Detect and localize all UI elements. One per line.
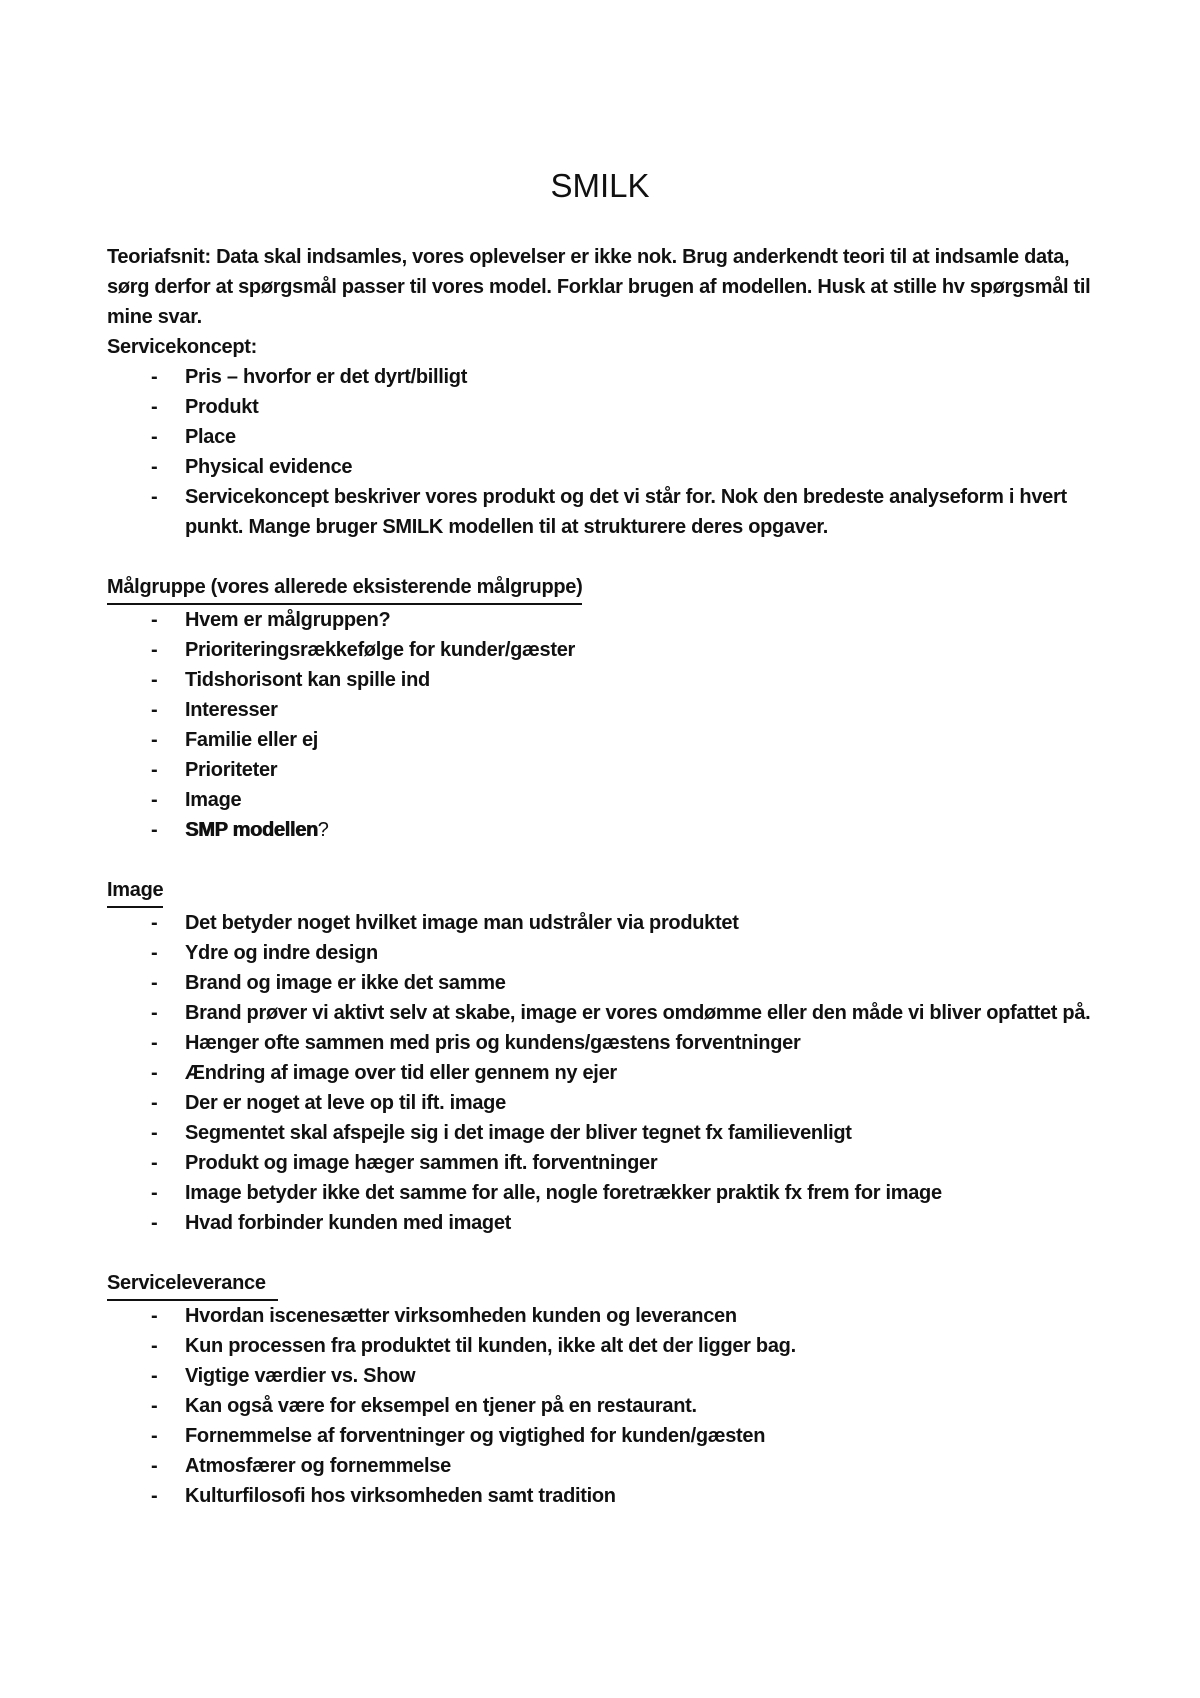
section-heading-line	[107, 1268, 1093, 1301]
bullet-dash-icon: -	[151, 699, 158, 721]
bullet-dash-icon: -	[151, 669, 158, 691]
section-maalgruppe	[107, 572, 1093, 845]
bullet-dash-icon: -	[151, 1032, 158, 1054]
bullet-dash-icon: -	[151, 819, 158, 841]
bullet-item	[107, 362, 1093, 392]
bullet-item	[107, 908, 1093, 938]
bullet-dash-icon: -	[151, 1092, 158, 1114]
bullet-item	[107, 968, 1093, 998]
intro-paragraph: Teoriafsnit: Data skal indsamles, vores oplevelser er ikke nok. Brug anderkendt teori til at indsamle data, sørg derfor at spørgsmål passer til vores model. Forklar brugen af modellen. Husk at stille hv spørgsmål til mine svar.	[107, 246, 1091, 328]
section-serviceleverance	[107, 1268, 1093, 1511]
bullet-item	[107, 422, 1093, 452]
servicekoncept-bullet-list	[107, 362, 1093, 542]
bullet-text: Kan også være for eksempel en tjener på en restaurant.	[185, 1395, 697, 1417]
bullet-text: Servicekoncept beskriver vores produkt og det vi står for. Nok den bredeste analyseform i hvert punkt. Mange bruger SMILK modellen til at strukturere deres opgaver.	[185, 486, 1067, 538]
bullet-item	[107, 605, 1093, 635]
bullet-text: Prioriteringsrækkefølge for kunder/gæster	[185, 639, 576, 661]
bullet-dash-icon: -	[151, 1122, 158, 1144]
bullet-text: Ydre og indre design	[185, 942, 378, 964]
maalgruppe-heading: Målgruppe (vores allerede eksisterende målgruppe)	[107, 572, 582, 605]
image-heading: Image	[107, 875, 163, 908]
bullet-item	[107, 1331, 1093, 1361]
bullet-item	[107, 1118, 1093, 1148]
bullet-dash-icon: -	[151, 1002, 158, 1024]
serviceleverance-heading: Serviceleverance	[107, 1268, 278, 1301]
bullet-dash-icon: -	[151, 1365, 158, 1387]
bullet-dash-icon: -	[151, 609, 158, 631]
bullet-text: Prioriteter	[185, 759, 278, 781]
bullet-item	[107, 1058, 1093, 1088]
bullet-item	[107, 452, 1093, 482]
bullet-text: Pris – hvorfor er det dyrt/billigt	[185, 366, 468, 388]
maalgruppe-bullet-list	[107, 605, 1093, 845]
bullet-item	[107, 1208, 1093, 1238]
section-heading-line	[107, 572, 1093, 605]
bullet-text: Kulturfilosofi hos virksomheden samt tradition	[185, 1485, 616, 1507]
bullet-item	[107, 1028, 1093, 1058]
bullet-text: Tidshorisont kan spille ind	[185, 669, 430, 691]
bullet-text: Interesser	[185, 699, 278, 721]
servicekoncept-label: Servicekoncept:	[107, 336, 258, 358]
bullet-item	[107, 482, 1093, 542]
bullet-text: Vigtige værdier vs. Show	[185, 1365, 416, 1387]
bullet-text: Hvem er målgruppen?	[185, 609, 391, 631]
bullet-item	[107, 755, 1093, 785]
bullet-dash-icon: -	[151, 912, 158, 934]
bullet-text: Hvordan iscenesætter virksomheden kunden og leverancen	[185, 1305, 737, 1327]
bullet-item	[107, 1178, 1093, 1208]
bullet-item	[107, 695, 1093, 725]
bullet-text: Hænger ofte sammen med pris og kundens/gæstens forventninger	[185, 1032, 801, 1054]
bullet-item	[107, 1451, 1093, 1481]
bullet-text: Place	[185, 426, 236, 448]
bullet-text: Image	[185, 789, 242, 811]
bullet-dash-icon: -	[151, 486, 158, 508]
bullet-item	[107, 1088, 1093, 1118]
bullet-dash-icon: -	[151, 1182, 158, 1204]
bullet-dash-icon: -	[151, 1395, 158, 1417]
bullet-text: Physical evidence	[185, 456, 353, 478]
bullet-dash-icon: -	[151, 366, 158, 388]
bullet-text: Familie eller ej	[185, 729, 319, 751]
bullet-item	[107, 1421, 1093, 1451]
bullet-dash-icon: -	[151, 729, 158, 751]
bullet-dash-icon: -	[151, 426, 158, 448]
bullet-dash-icon: -	[151, 1455, 158, 1477]
bullet-item	[107, 1391, 1093, 1421]
bullet-text: Segmentet skal afspejle sig i det image der bliver tegnet fx familievenligt	[185, 1122, 852, 1144]
bullet-dash-icon: -	[151, 456, 158, 478]
bullet-dash-icon: -	[151, 1305, 158, 1327]
bullet-text: Brand prøver vi aktivt selv at skabe, image er vores omdømme eller den måde vi bliver opfattet på.	[185, 1002, 1091, 1024]
bullet-dash-icon: -	[151, 789, 158, 811]
bullet-text-segment: ?	[317, 819, 329, 841]
bullet-item	[107, 1481, 1093, 1511]
bullet-dash-icon: -	[151, 942, 158, 964]
bullet-text: Kun processen fra produktet til kunden, ikke alt det der ligger bag.	[185, 1335, 796, 1357]
bullet-item	[107, 785, 1093, 815]
bullet-item	[107, 1301, 1093, 1331]
bullet-text: Image betyder ikke det samme for alle, nogle foretrækker praktik fx frem for image	[185, 1182, 942, 1204]
bullet-dash-icon: -	[151, 972, 158, 994]
bullet-text: Hvad forbinder kunden med imaget	[185, 1212, 512, 1234]
bullet-item	[107, 725, 1093, 755]
bullet-text: Brand og image er ikke det samme	[185, 972, 506, 994]
bullet-item	[107, 1148, 1093, 1178]
bullet-item	[107, 635, 1093, 665]
document-title: SMILK	[550, 167, 650, 204]
bullet-text	[185, 815, 1093, 845]
serviceleverance-bullet-list	[107, 1301, 1093, 1511]
bullet-text: Produkt og image hæger sammen ift. forventninger	[185, 1152, 658, 1174]
bullet-item	[107, 998, 1093, 1028]
bullet-item	[107, 938, 1093, 968]
bullet-text: Atmosfærer og fornemmelse	[185, 1455, 451, 1477]
bullet-dash-icon: -	[151, 1152, 158, 1174]
bullet-dash-icon: -	[151, 1335, 158, 1357]
bullet-dash-icon: -	[151, 1062, 158, 1084]
bullet-dash-icon: -	[151, 1425, 158, 1447]
bullet-dash-icon: -	[151, 639, 158, 661]
bullet-text-segment: SMP modellen	[185, 819, 318, 841]
bullet-dash-icon: -	[151, 1485, 158, 1507]
bullet-text: Det betyder noget hvilket image man udstråler via produktet	[185, 912, 739, 934]
section-heading-line	[107, 875, 1093, 908]
bullet-text: Der er noget at leve op til ift. image	[185, 1092, 506, 1114]
bullet-dash-icon: -	[151, 396, 158, 418]
bullet-item	[107, 665, 1093, 695]
image-bullet-list	[107, 908, 1093, 1238]
bullet-item	[107, 815, 1093, 845]
bullet-item	[107, 1361, 1093, 1391]
bullet-text: Ændring af image over tid eller gennem ny ejer	[185, 1062, 617, 1084]
bullet-item	[107, 392, 1093, 422]
bullet-text: Produkt	[185, 396, 259, 418]
bullet-dash-icon: -	[151, 1212, 158, 1234]
section-image	[107, 875, 1093, 1238]
bullet-text: Fornemmelse af forventninger og vigtighed for kunden/gæsten	[185, 1425, 766, 1447]
bullet-dash-icon: -	[151, 759, 158, 781]
